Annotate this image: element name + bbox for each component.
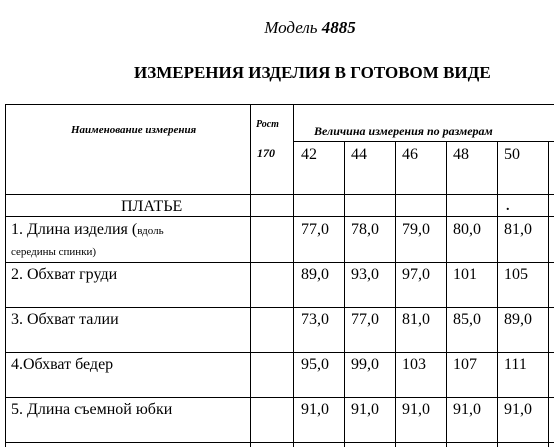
size-header: 42 <box>301 146 317 163</box>
row-label: 4.Обхват бедер <box>11 356 114 373</box>
table-cell: 77,0 <box>351 311 379 328</box>
row-label: 5. Длина съемной юбки <box>11 401 173 418</box>
row-label: 3. Обхват талии <box>11 311 119 328</box>
table-cell: 91,0 <box>504 401 532 418</box>
table-cell: 95,0 <box>301 356 329 373</box>
table-cell: 91,0 <box>402 401 430 418</box>
table-cell: 91,0 <box>351 401 379 418</box>
col-rule-size-4 <box>497 141 498 447</box>
row-rule-5 <box>5 442 554 443</box>
col-rule-left <box>5 104 6 447</box>
row-label: 2. Обхват груди <box>11 266 118 283</box>
table-cell: 77,0 <box>301 221 329 238</box>
table-border-top <box>5 104 554 105</box>
section-mark: . <box>506 199 510 214</box>
section-label: ПЛАТЬЕ <box>121 198 183 215</box>
row-label: 1. Длина изделия (вдоль <box>11 221 164 238</box>
header-bottom-rule <box>5 194 554 195</box>
table-cell: 91,0 <box>301 401 329 418</box>
table-cell: 97,0 <box>402 266 430 283</box>
model-prefix: Модель <box>264 18 318 37</box>
col-rule-size-1 <box>344 141 345 447</box>
measurements-table <box>5 104 554 447</box>
table-cell: 79,0 <box>402 221 430 238</box>
row-label-line2: середины спинки) <box>11 246 97 258</box>
table-cell: 81,0 <box>402 311 430 328</box>
section-row-rule <box>5 216 554 217</box>
table-cell: 81,0 <box>504 221 532 238</box>
table-cell: 93,0 <box>351 266 379 283</box>
table-cell: 91,0 <box>453 401 481 418</box>
col-rule-name <box>250 104 251 447</box>
size-header: 46 <box>402 146 418 163</box>
row-rule-3 <box>5 352 554 353</box>
col-rule-size-2 <box>395 141 396 447</box>
model-number: 4885 <box>321 18 356 37</box>
col-rule-size-3 <box>446 141 447 447</box>
table-cell: 105 <box>504 266 528 283</box>
col-rule-size-5 <box>548 141 549 447</box>
table-cell: 85,0 <box>453 311 481 328</box>
table-cell: 78,0 <box>351 221 379 238</box>
sizes-header-divider <box>293 141 554 142</box>
col-height-header: Рост <box>256 119 279 130</box>
document-heading: ИЗМЕРЕНИЯ ИЗДЕЛИЯ В ГОТОВОМ ВИДЕ <box>134 63 491 82</box>
table-cell: 101 <box>453 266 477 283</box>
table-cell: 73,0 <box>301 311 329 328</box>
row-rule-2 <box>5 307 554 308</box>
table-cell: 103 <box>402 356 426 373</box>
height-value: 170 <box>257 146 275 160</box>
table-cell: 107 <box>453 356 477 373</box>
size-header: 48 <box>453 146 469 163</box>
table-cell: 80,0 <box>453 221 481 238</box>
col-name-header: Наименование измерения <box>71 124 197 136</box>
table-cell: 89,0 <box>504 311 532 328</box>
model-title <box>0 18 554 38</box>
sizes-header: Величина измерения по размерам <box>314 124 493 138</box>
row-rule-4 <box>5 397 554 398</box>
table-cell: 89,0 <box>301 266 329 283</box>
size-header: 44 <box>351 146 367 163</box>
row-rule-1 <box>5 262 554 263</box>
table-cell: 111 <box>504 356 527 373</box>
table-cell: 99,0 <box>351 356 379 373</box>
size-header: 50 <box>504 146 520 163</box>
col-rule-height <box>293 104 294 447</box>
